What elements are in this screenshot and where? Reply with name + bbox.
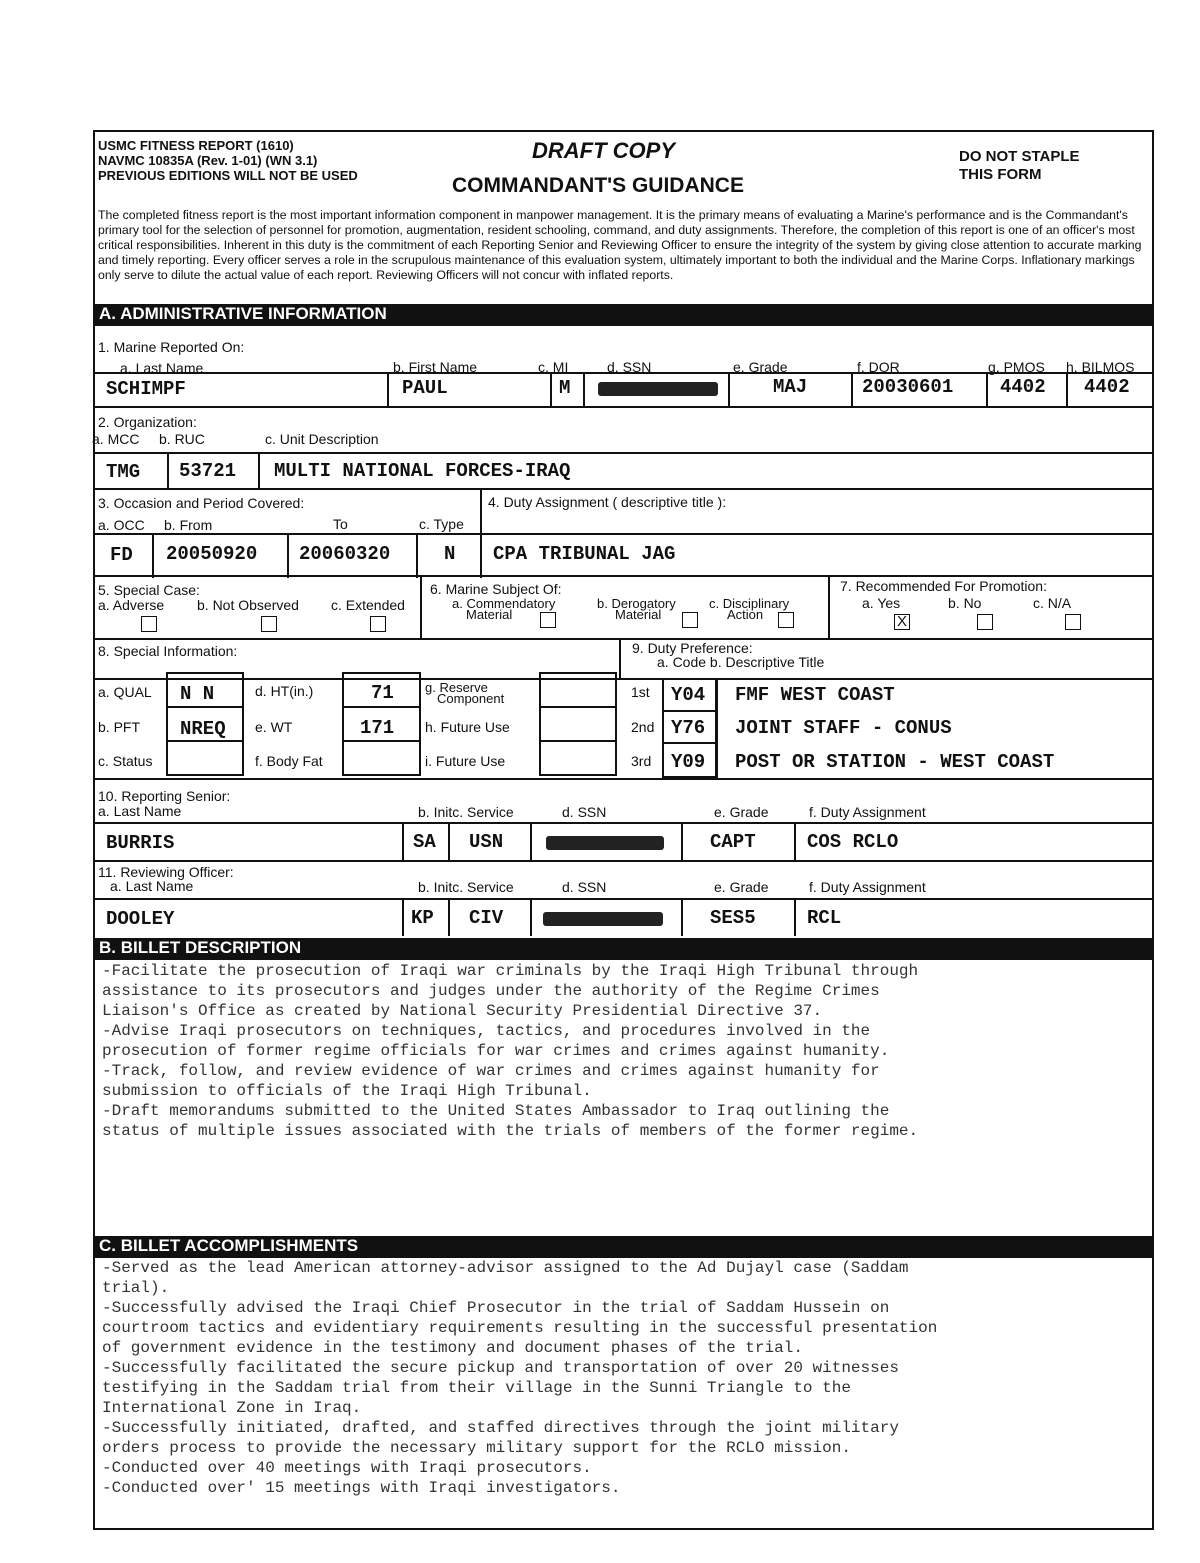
adverse-label: a. Adverse	[98, 597, 165, 613]
commendatory-line-2: Material	[466, 607, 513, 622]
ro-initials: KP	[411, 907, 434, 929]
rs-ssn-redaction	[546, 836, 664, 850]
pref-title-2: JOINT STAFF - CONUS	[735, 717, 952, 739]
ro-last-name-label: a. Last Name	[110, 878, 194, 894]
pref-rank-1: 1st	[631, 684, 650, 700]
rs-service: USN	[469, 831, 504, 853]
org-mcc: TMG	[106, 461, 141, 483]
marine-bilmos: 4402	[1084, 376, 1130, 398]
grade-label: e. Grade	[733, 359, 788, 375]
promotion-yes-checkbox[interactable]: X	[894, 614, 910, 630]
duty-preference-sublabel: a. Code b. Descriptive Title	[657, 654, 825, 670]
ruc-label: b. RUC	[159, 431, 205, 447]
extended-checkbox[interactable]	[370, 616, 386, 632]
section-b-header: B. BILLET DESCRIPTION	[95, 938, 1152, 960]
reserve-line-1: g. Reserve	[425, 680, 488, 695]
billet-accomplishments-text: -Served as the lead American attorney-advisor assigned to the Ad Dujayl case (Saddam trial). -Successfully advised the Iraqi Chief Prosecutor in the trial of Saddam Hussein on courtroom tactics and evidentiary requirements resulting in the successful presentation of government evidence in the testimony and document phases of the trial. -Successfully facilitated the secure pickup and transportation of over 20 witnesses testifying in the Saddam trial from their village in the Sunni Triangle to the International Zone in Iraq. -Successfully initiated, drafted, and staffed directives through the joint military orders process to provide the necessary military support for the RCLO mission. -Conducted over 40 meetings with Iraqi prosecutors. -Conducted over' 15 meetings with Iraqi investigators.	[102, 1259, 938, 1497]
derogatory-checkbox[interactable]	[682, 612, 698, 628]
body-fat-box	[342, 740, 421, 776]
section-a-header: A. ADMINISTRATIVE INFORMATION	[95, 304, 1152, 326]
duty-preference-label: 9. Duty Preference:	[632, 640, 753, 656]
form-id-block	[98, 138, 358, 183]
occasion-to: 20060320	[299, 543, 391, 565]
reporting-senior-title: 10. Reporting Senior:	[98, 788, 231, 804]
first-name-label: b. First Name	[393, 359, 478, 375]
rs-last-name-label: a. Last Name	[98, 803, 182, 819]
billet-description-text: -Facilitate the prosecution of Iraqi war criminals by the Iraqi High Tribunal through assistance to its prosecutors and judges under the authority of the Regime Crimes Liaison's Office as created by National Security Presidential Directive 37. -Advise Iraqi prosecutors on techniques, tactics, and procedures involved in the prosecution of former regime officials for war crimes and crimes against humanity. -Track, follow, and review evidence of war crimes and crimes against humanity for submission to officials of the Iraqi High Tribunal. -Draft memorandums submitted to the United States Ambassador to Iraq outlining the status of multiple issues associated with the trials of members of the former regime.	[102, 962, 919, 1140]
marine-last-name: SCHIMPF	[106, 378, 186, 400]
commendatory-checkbox[interactable]	[540, 612, 556, 628]
future-use-i-label: i. Future Use	[425, 753, 506, 769]
marine-reported-label: 1. Marine Reported On:	[98, 339, 245, 355]
qual-value: N N	[180, 683, 215, 705]
ro-initc-service-label: b. Initc. Service	[418, 879, 514, 895]
duty-assignment-label: 4. Duty Assignment ( descriptive title ):	[488, 494, 727, 510]
body-fat-label: f. Body Fat	[255, 753, 323, 769]
occasion-from: 20050920	[166, 543, 258, 565]
form-number: NAVMC 10835A (Rev. 1-01) (WN 3.1)	[98, 153, 318, 168]
rs-ssn-label: d. SSN	[562, 804, 607, 820]
previous-editions-note: PREVIOUS EDITIONS WILL NOT BE USED	[98, 168, 358, 183]
form-title: USMC FITNESS REPORT (1610)	[98, 138, 294, 153]
commendatory-line-1: a. Commendatory	[452, 596, 556, 611]
rs-duty: COS RCLO	[807, 831, 899, 853]
mcc-label: a. MCC	[92, 431, 140, 447]
derogatory-line-2: Material	[615, 607, 662, 622]
from-label: b. From	[164, 517, 213, 533]
reserve-box	[539, 672, 617, 708]
ro-ssn-redaction	[543, 912, 663, 926]
staple-warning	[959, 148, 1080, 184]
height-value: 71	[371, 682, 394, 704]
staple-line-2: THIS FORM	[959, 166, 1042, 183]
reviewing-officer-label	[98, 865, 234, 893]
ssn-label: d. SSN	[607, 359, 652, 375]
not-observed-label: b. Not Observed	[197, 597, 299, 613]
draft-copy-label: DRAFT COPY	[532, 138, 675, 163]
rs-grade: CAPT	[710, 831, 756, 853]
future-use-h-box	[539, 706, 617, 742]
marine-pmos: 4402	[1000, 376, 1046, 398]
dor-label: f. DOR	[857, 359, 900, 375]
ro-service: CIV	[469, 907, 504, 929]
qual-label: a. QUAL	[98, 684, 152, 700]
status-label: c. Status	[98, 753, 153, 769]
pref-title-1: FMF WEST COAST	[735, 684, 895, 706]
reserve-component-label	[425, 682, 504, 704]
pref-rank-2: 2nd	[631, 719, 655, 735]
rs-initc-service-label: b. Initc. Service	[418, 804, 514, 820]
bilmos-label: h. BILMOS	[1066, 359, 1135, 375]
extended-label: c. Extended	[331, 597, 405, 613]
organization-label: 2. Organization:	[98, 414, 197, 430]
fitness-report-form	[93, 130, 1154, 1530]
disciplinary-line-2: Action	[727, 607, 764, 622]
reporting-senior-label	[98, 789, 230, 819]
pref-code-1: Y04	[671, 684, 706, 706]
status-box	[166, 740, 244, 776]
unit-description-label: c. Unit Description	[265, 431, 379, 447]
weight-value: 171	[360, 717, 395, 739]
promotion-na-checkbox[interactable]	[1065, 614, 1081, 630]
special-info-label: 8. Special Information:	[98, 643, 238, 659]
org-ruc: 53721	[179, 460, 237, 482]
ro-ssn-label: d. SSN	[562, 879, 607, 895]
marine-grade: MAJ	[773, 376, 808, 398]
ro-grade-label: e. Grade	[714, 879, 769, 895]
promotion-label: 7. Recommended For Promotion:	[840, 578, 1047, 594]
marine-first-name: PAUL	[402, 377, 448, 399]
occasion-occ: FD	[110, 544, 133, 566]
marine-mi: M	[559, 377, 571, 399]
last-name-label: a. Last Name	[120, 360, 204, 376]
ro-duty-label: f. Duty Assignment	[809, 879, 926, 895]
pref-rank-3: 3rd	[631, 753, 652, 769]
ro-duty: RCL	[807, 907, 842, 929]
to-label: To	[333, 516, 348, 532]
pref-title-3: POST OR STATION - WEST COAST	[735, 751, 1055, 773]
future-use-h-label: h. Future Use	[425, 719, 510, 735]
promotion-na-label: c. N/A	[1033, 595, 1072, 611]
future-use-i-box	[539, 740, 617, 776]
pref-code-3: Y09	[671, 751, 706, 773]
staple-line-1: DO NOT STAPLE	[959, 148, 1080, 165]
weight-label: e. WT	[255, 719, 293, 735]
pref-code-2: Y76	[671, 717, 706, 739]
mi-label: c. MI	[538, 359, 569, 375]
ssn-redaction	[598, 382, 718, 396]
pmos-label: g. PMOS	[988, 359, 1045, 375]
reserve-line-2: Component	[437, 691, 505, 706]
special-case-label: 5. Special Case:	[98, 582, 200, 598]
pft-label: b. PFT	[98, 719, 141, 735]
reviewing-officer-title: 11. Reviewing Officer:	[98, 864, 234, 880]
occ-label: a. OCC	[98, 517, 145, 533]
not-observed-checkbox[interactable]	[261, 616, 277, 632]
guidance-paragraph: The completed fitness report is the most important information component in manpower management. It is the primary means of evaluating a Marine's performance and is the Commandant's primary tool for the selection of personnel for promotion, augmentation, resident schooling, command, and duty assignments. Therefore, the completion of this report is one of an officer's most critical responsibilities. Inherent in this duty is the commitment of each Reporting Senior and Reviewing Officer to ensure the integrity of the system by giving close attention to accurate marking and timely reporting. Every officer serves a role in the scrupulous maintenance of this evaluation system, ultimately important to both the individual and the Marine Corps. Inflationary markings only serve to dilute the actual value of each report. Reviewing Officers will not concur with inflated reports.	[98, 208, 1142, 282]
occasion-type: N	[444, 543, 456, 565]
ro-grade: SES5	[710, 907, 756, 929]
org-unit: MULTI NATIONAL FORCES-IRAQ	[274, 460, 571, 482]
promotion-no-label: b. No	[948, 595, 982, 611]
derogatory-line-1: b. Derogatory	[597, 596, 676, 611]
rs-last-name: BURRIS	[106, 832, 175, 854]
derogatory-label	[597, 598, 676, 620]
guidance-title: COMMANDANT'S GUIDANCE	[452, 174, 744, 197]
rs-initials: SA	[413, 831, 436, 853]
marine-dor: 20030601	[862, 376, 954, 398]
occasion-label: 3. Occasion and Period Covered:	[98, 495, 305, 511]
disciplinary-checkbox[interactable]	[778, 612, 794, 628]
adverse-checkbox[interactable]	[141, 616, 157, 632]
rs-grade-label: e. Grade	[714, 804, 769, 820]
duty-assignment-value: CPA TRIBUNAL JAG	[493, 543, 676, 565]
pft-value: NREQ	[180, 718, 226, 740]
disciplinary-line-1: c. Disciplinary	[709, 596, 790, 611]
promotion-yes-label: a. Yes	[862, 595, 901, 611]
ro-last-name: DOOLEY	[106, 908, 175, 930]
promotion-no-checkbox[interactable]	[977, 614, 993, 630]
section-c-header: C. BILLET ACCOMPLISHMENTS	[95, 1236, 1152, 1258]
marine-subject-label: 6. Marine Subject Of:	[430, 581, 562, 597]
rs-duty-label: f. Duty Assignment	[809, 804, 926, 820]
height-label: d. HT(in.)	[255, 683, 314, 699]
type-label: c. Type	[419, 516, 464, 532]
